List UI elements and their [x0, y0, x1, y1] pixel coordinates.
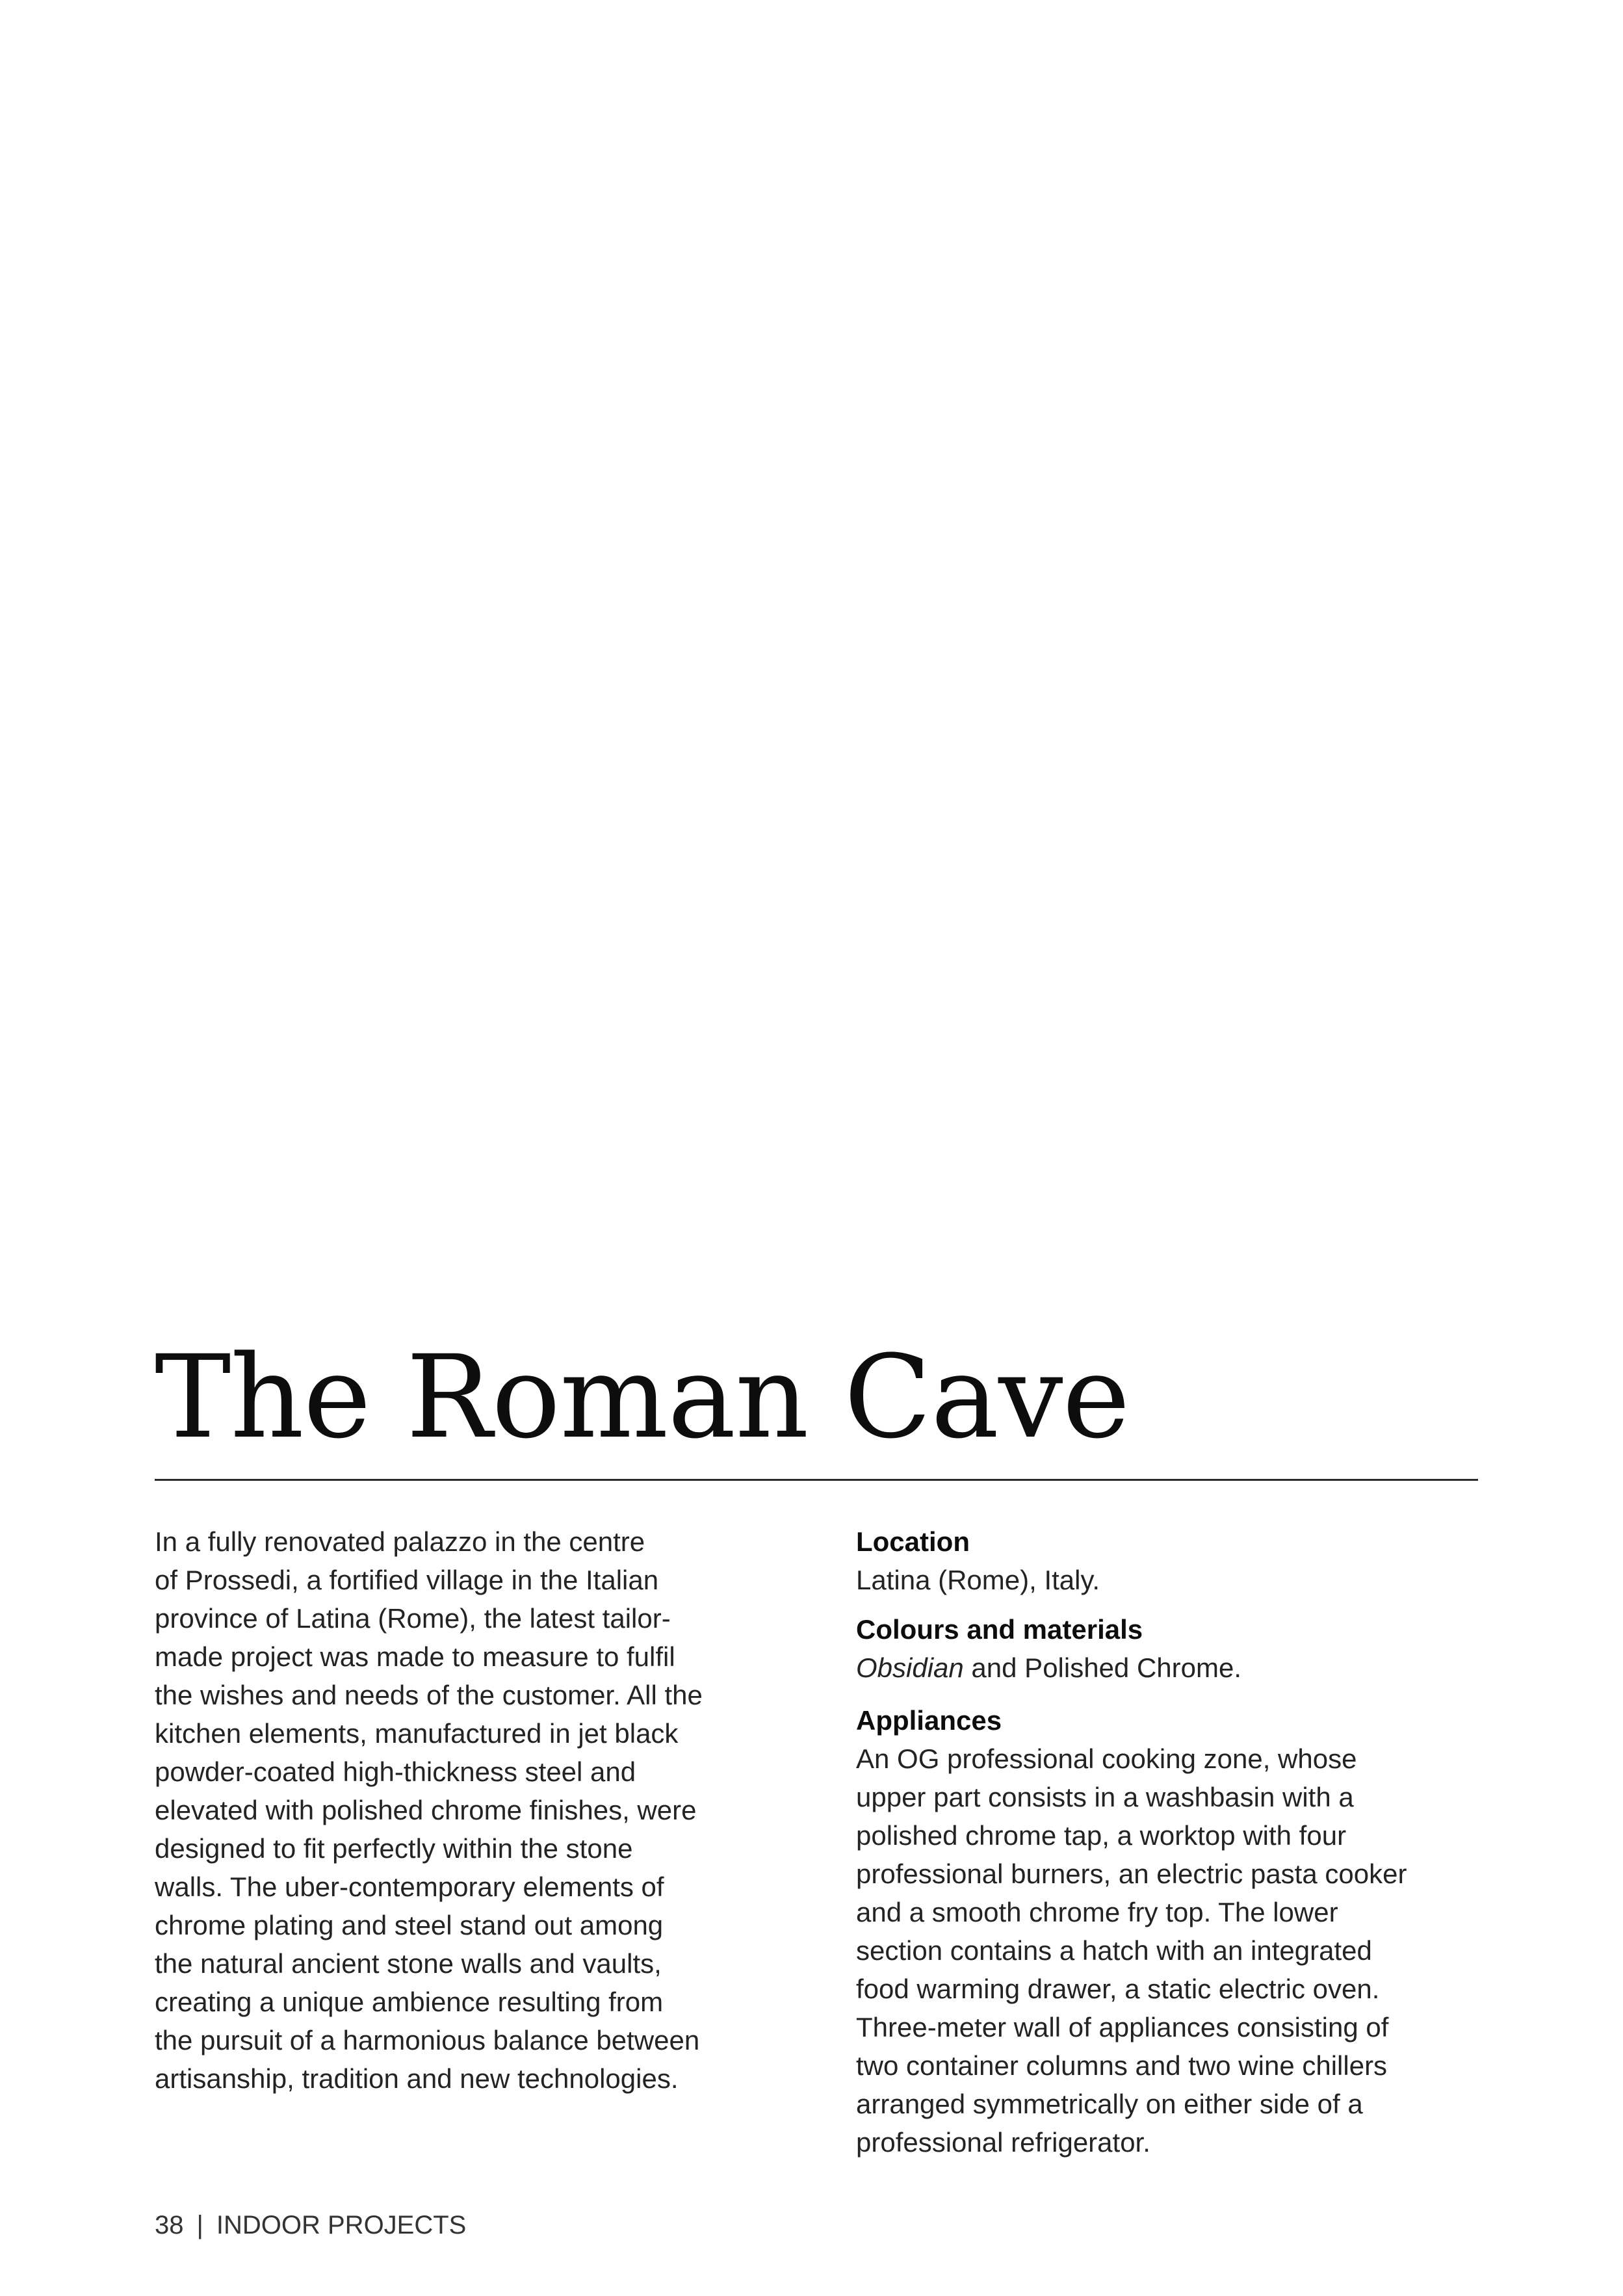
description-line: province of Latina (Rome), the latest tailor-: [155, 1603, 671, 1634]
appliances-line: arranged symmetrically on either side of a: [856, 2089, 1363, 2119]
colours-materials-heading: Colours and materials: [856, 1614, 1143, 1645]
description-line: artisanship, tradition and new technologies.: [155, 2063, 679, 2094]
description-line: made project was made to measure to fulfil: [155, 1641, 675, 1672]
description-line: In a fully renovated palazzo in the centre: [155, 1526, 645, 1557]
appliances-line: two container columns and two wine chillers: [856, 2050, 1388, 2081]
material-rest: and Polished Chrome.: [963, 1652, 1242, 1683]
description-line: creating a unique ambience resulting from: [155, 1987, 664, 2017]
page-number: 38: [155, 2211, 184, 2239]
appliances-line: section contains a hatch with an integrated: [856, 1935, 1372, 1966]
description-line: designed to fit perfectly within the stone: [155, 1833, 633, 1864]
footer-separator: |: [196, 2211, 203, 2239]
description-line: chrome plating and steel stand out among: [155, 1910, 664, 1940]
page-footer: [155, 2209, 466, 2241]
colours-materials-value: [856, 1649, 1480, 1687]
project-details-column: [856, 1522, 1480, 2161]
material-name: Obsidian: [856, 1652, 964, 1683]
description-column: [155, 1522, 798, 2098]
description-line: the pursuit of a harmonious balance between: [155, 2025, 700, 2055]
spacer: [856, 1687, 1480, 1701]
description-line: kitchen elements, manufactured in jet black: [155, 1718, 679, 1749]
appliances-line: upper part consists in a washbasin with a: [856, 1782, 1354, 1812]
description-line: the natural ancient stone walls and vaults,: [155, 1948, 662, 1979]
location-value: Latina (Rome), Italy.: [856, 1565, 1100, 1595]
description-line: elevated with polished chrome finishes, were: [155, 1795, 697, 1825]
location-heading: Location: [856, 1526, 970, 1557]
appliances-line: Three-meter wall of appliances consisting of: [856, 2012, 1389, 2042]
spacer: [856, 1599, 1480, 1610]
appliances-line: professional burners, an electric pasta cooker: [856, 1859, 1407, 1889]
section-name: INDOOR PROJECTS: [216, 2211, 467, 2239]
appliances-line: professional refrigerator.: [856, 2127, 1150, 2158]
description-line: powder-coated high-thickness steel and: [155, 1756, 636, 1787]
description-line: walls. The uber-contemporary elements of: [155, 1872, 664, 1902]
page-title: The Roman Cave: [155, 1331, 1130, 1464]
appliances-line: and a smooth chrome fry top. The lower: [856, 1897, 1338, 1927]
appliances-line: An OG professional cooking zone, whose: [856, 1743, 1357, 1774]
description-line: of Prossedi, a fortified village in the Italian: [155, 1565, 659, 1595]
title-divider: [155, 1479, 1478, 1481]
appliances-line: food warming drawer, a static electric oven.: [856, 1974, 1380, 2004]
appliances-heading: Appliances: [856, 1705, 1002, 1736]
description-line: the wishes and needs of the customer. All the: [155, 1680, 703, 1710]
appliances-line: polished chrome tap, a worktop with four: [856, 1820, 1347, 1851]
